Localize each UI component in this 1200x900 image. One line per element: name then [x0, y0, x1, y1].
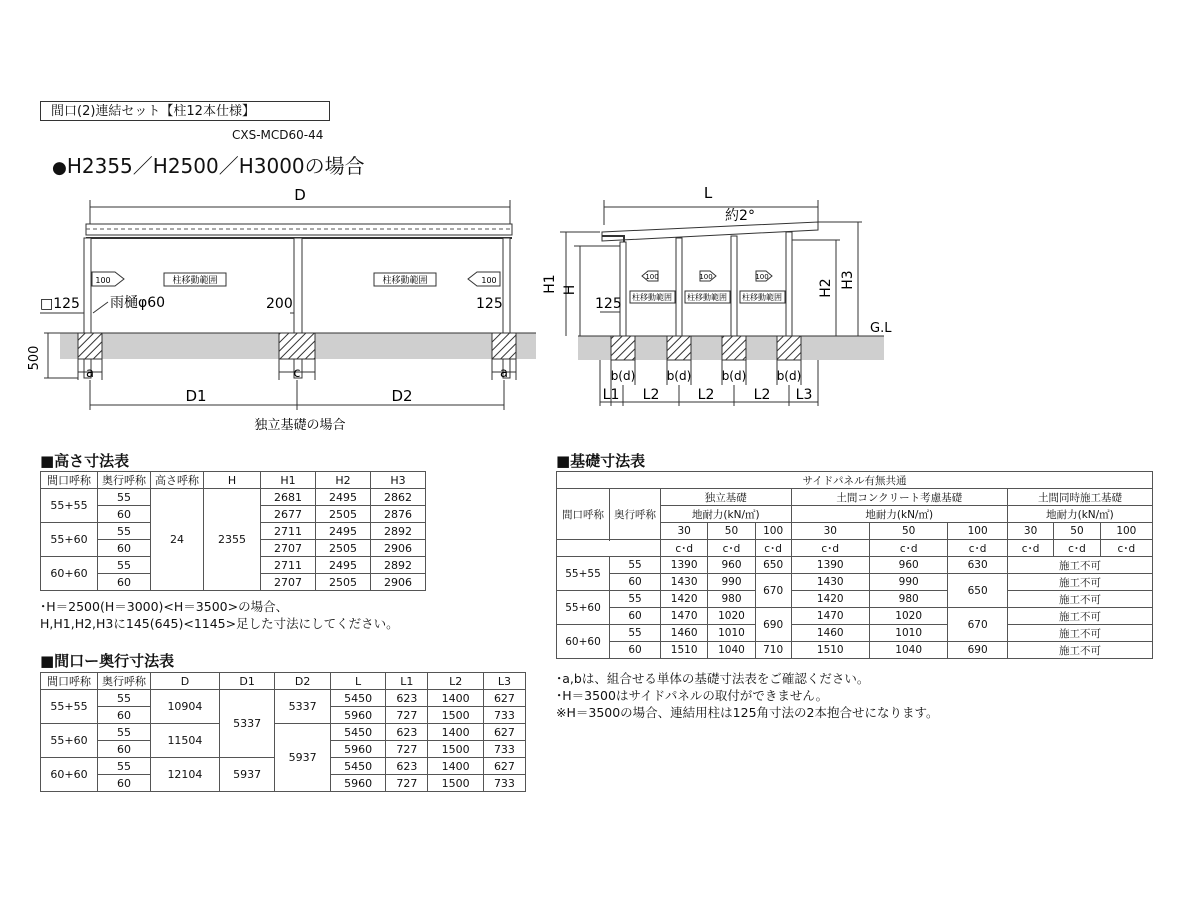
table-cell: 地耐力(kN/㎡) — [661, 506, 792, 523]
table-cell: 1010 — [708, 625, 755, 642]
table-cell: 12104 — [151, 758, 220, 792]
table-cell: 2892 — [371, 523, 426, 540]
table-cell: 733 — [483, 707, 525, 724]
table-cell: 地耐力(kN/㎡) — [1007, 506, 1152, 523]
table-cell: 627 — [483, 758, 525, 775]
table-cell: 55 — [98, 758, 151, 775]
table-cell: 奥行呼称 — [98, 472, 151, 489]
table-cell: 施工不可 — [1007, 608, 1152, 625]
table-cell: 2677 — [261, 506, 316, 523]
table-cell: 30 — [1007, 523, 1053, 540]
dim-d-label: D — [294, 186, 306, 204]
table-header-row — [41, 472, 426, 489]
table-cell: c･d — [869, 540, 947, 557]
table-cell: 施工不可 — [1007, 591, 1152, 608]
table-cell: 60+60 — [41, 758, 98, 792]
table-cell: 5937 — [275, 724, 330, 792]
table-cell: 1400 — [428, 758, 483, 775]
table-row — [557, 625, 1153, 642]
table-cell: 1460 — [661, 625, 708, 642]
table-cell: 727 — [386, 775, 428, 792]
table-cell: 2505 — [316, 540, 371, 557]
table-cell: D — [151, 673, 220, 690]
dim-bd-label: b(d) — [610, 369, 636, 383]
table-cell: L2 — [428, 673, 483, 690]
table-cell: 55 — [98, 724, 151, 741]
table-cell: 60 — [98, 540, 151, 557]
table-cell: 高さ呼称 — [151, 472, 204, 489]
table-cell: 5337 — [275, 690, 330, 724]
table-cell: 627 — [483, 690, 525, 707]
table-cell: 1400 — [428, 724, 483, 741]
table-cell: 670 — [755, 574, 791, 608]
table-cell: 733 — [483, 741, 525, 758]
post-range-label: 柱移動範囲 — [172, 276, 218, 286]
table-cell: 60 — [98, 741, 151, 758]
table-cell: 1420 — [661, 591, 708, 608]
dim-h3-label: H3 — [840, 270, 856, 290]
ground-line-label: G.L — [870, 321, 892, 336]
dim-l-label: L — [703, 184, 713, 202]
table-cell: 55 — [610, 625, 661, 642]
table-cell: 地耐力(kN/㎡) — [791, 506, 1007, 523]
table-cell: 間口呼称 — [557, 489, 610, 540]
table-cell: H1 — [261, 472, 316, 489]
dim-bd-label: b(d) — [666, 369, 692, 383]
table-cell: 727 — [386, 741, 428, 758]
set-title-box: 間口(2)連結セット【柱12本仕様】 — [40, 101, 330, 121]
table-cell: 55+55 — [41, 489, 98, 523]
span-depth-table — [40, 672, 526, 792]
table-cell: 2707 — [261, 540, 316, 557]
table-cell: 1400 — [428, 690, 483, 707]
table-cell: 55 — [98, 489, 151, 506]
table-header-row — [557, 540, 1153, 557]
base-table-title: ■基礎寸法表 — [556, 452, 646, 470]
table-cell: 1430 — [661, 574, 708, 591]
table-cell: 650 — [948, 574, 1008, 608]
table-cell: 1390 — [661, 557, 708, 574]
table-cell: 1500 — [428, 775, 483, 792]
table-cell: 50 — [708, 523, 755, 540]
table-cell: 2495 — [316, 489, 371, 506]
table-cell: 710 — [755, 642, 791, 659]
diagram-heading: ●H2355／H2500／H3000の場合 — [52, 154, 365, 178]
table-cell: 623 — [386, 690, 428, 707]
table-cell: c･d — [791, 540, 869, 557]
table-cell: 55 — [610, 591, 661, 608]
table-cell: c･d — [1054, 540, 1100, 557]
table-header-row — [557, 489, 1153, 506]
table-cell: 5960 — [330, 707, 385, 724]
table-cell: 5960 — [330, 741, 385, 758]
table-cell: 100 — [1100, 523, 1152, 540]
table-cell: D2 — [275, 673, 330, 690]
table-cell: 2906 — [371, 540, 426, 557]
table-cell — [557, 540, 661, 557]
front-elevation-diagram — [0, 180, 560, 440]
arrow-100-label: 100 — [95, 276, 111, 285]
side-elevation-diagram — [540, 180, 900, 420]
table-cell: H3 — [371, 472, 426, 489]
table-cell: 55+60 — [557, 591, 610, 625]
table-cell: c･d — [948, 540, 1008, 557]
dim-l2-label: L2 — [697, 387, 715, 403]
table-cell: 5450 — [330, 724, 385, 741]
table-cell: 11504 — [151, 724, 220, 758]
table-cell: 1010 — [869, 625, 947, 642]
table-cell: 100 — [755, 523, 791, 540]
table-cell: 土間コンクリート考慮基礎 — [791, 489, 1007, 506]
table-cell: 2355 — [204, 489, 261, 591]
table-cell: 60 — [610, 608, 661, 625]
table-cell: 間口呼称 — [41, 472, 98, 489]
dim-bd-label: b(d) — [721, 369, 747, 383]
table-cell: 1420 — [791, 591, 869, 608]
table-cell: 10904 — [151, 690, 220, 724]
table-cell: 50 — [1054, 523, 1100, 540]
table-cell: 60+60 — [557, 625, 610, 659]
table-cell: c･d — [755, 540, 791, 557]
table-cell: 55+55 — [41, 690, 98, 724]
table-cell: 630 — [948, 557, 1008, 574]
table-cell: 980 — [708, 591, 755, 608]
table-header-row — [41, 673, 526, 690]
table-cell: 60 — [98, 574, 151, 591]
table-row — [41, 690, 526, 707]
table-cell: D1 — [219, 673, 274, 690]
table-cell: c･d — [1007, 540, 1053, 557]
height-table-title: ■高さ寸法表 — [40, 452, 130, 470]
dim-l2-label: L2 — [642, 387, 660, 403]
table-cell: 2505 — [316, 506, 371, 523]
dim-l2-label: L2 — [753, 387, 771, 403]
model-code: CXS-MCD60-44 — [232, 128, 324, 142]
foundation-table — [556, 471, 1153, 659]
table-cell: 990 — [708, 574, 755, 591]
table-cell: 30 — [791, 523, 869, 540]
height-table-notes: ･H＝2500(H＝3000)<H＝3500>の場合、 H,H1,H2,H3に145(645)<1145>足した寸法にしてください。 — [40, 599, 399, 631]
table-cell: 623 — [386, 724, 428, 741]
table-cell: L1 — [386, 673, 428, 690]
table-cell: 1470 — [791, 608, 869, 625]
table-row — [557, 608, 1153, 625]
table-cell: 670 — [948, 608, 1008, 642]
table-cell: 1510 — [661, 642, 708, 659]
table-cell: 960 — [869, 557, 947, 574]
table-cell: 100 — [948, 523, 1008, 540]
table-row — [41, 489, 426, 506]
arrow-100-label: 100 — [755, 273, 769, 281]
table-row — [557, 557, 1153, 574]
arrow-100-label: 100 — [481, 276, 497, 285]
table-cell: 980 — [869, 591, 947, 608]
foundation-depth-label: 500 — [27, 345, 42, 371]
table-cell: c･d — [708, 540, 755, 557]
table-cell: 施工不可 — [1007, 625, 1152, 642]
dim-l1-label: L1 — [602, 387, 620, 403]
table-cell: 奥行呼称 — [98, 673, 151, 690]
table-cell: 60 — [610, 574, 661, 591]
post-range-label: 柱移動範囲 — [742, 293, 782, 302]
table-cell: 2876 — [371, 506, 426, 523]
arrow-100-label: 100 — [645, 273, 659, 281]
post-200-label: 200 — [266, 296, 293, 312]
dim-h2-label: H2 — [818, 278, 834, 298]
span-table-title: ■間口ー奥行寸法表 — [40, 652, 175, 670]
table-cell: 690 — [948, 642, 1008, 659]
dim-d1-label: D1 — [185, 387, 207, 405]
table-cell: 1040 — [708, 642, 755, 659]
table-cell: L — [330, 673, 385, 690]
table-cell: 60+60 — [41, 557, 98, 591]
table-cell: 1390 — [791, 557, 869, 574]
table-cell: 733 — [483, 775, 525, 792]
table-cell: 5450 — [330, 758, 385, 775]
table-cell: 55 — [98, 557, 151, 574]
table-cell: 990 — [869, 574, 947, 591]
dim-bd-label: b(d) — [776, 369, 802, 383]
post-125-right-label: 125 — [476, 296, 503, 312]
dim-l3-label: L3 — [795, 387, 813, 403]
table-cell: 623 — [386, 758, 428, 775]
post-125-label: □125 — [40, 296, 80, 312]
table-cell: 2681 — [261, 489, 316, 506]
table-row — [557, 591, 1153, 608]
table-cell: 1430 — [791, 574, 869, 591]
table-cell: 2495 — [316, 523, 371, 540]
dim-a-label: a — [500, 366, 508, 381]
table-cell: 1470 — [661, 608, 708, 625]
table-cell: 24 — [151, 489, 204, 591]
table-cell: 2892 — [371, 557, 426, 574]
table-cell: H — [204, 472, 261, 489]
table-cell: 55+55 — [557, 557, 610, 591]
table-cell: サイドパネル有無共通 — [557, 472, 1153, 489]
table-cell: 1500 — [428, 707, 483, 724]
table-cell: 2707 — [261, 574, 316, 591]
table-cell: 960 — [708, 557, 755, 574]
table-cell: 2862 — [371, 489, 426, 506]
table-cell: 奥行呼称 — [610, 489, 661, 540]
table-cell: 独立基礎 — [661, 489, 792, 506]
table-cell: 1040 — [869, 642, 947, 659]
slope-label: 約2° — [725, 208, 755, 224]
table-cell: L3 — [483, 673, 525, 690]
table-cell: 627 — [483, 724, 525, 741]
dim-h-label: H — [562, 284, 578, 296]
table-cell: c･d — [1100, 540, 1152, 557]
table-cell: 1460 — [791, 625, 869, 642]
table-cell: 60 — [98, 775, 151, 792]
table-cell: 1020 — [708, 608, 755, 625]
table-cell: 650 — [755, 557, 791, 574]
table-cell: H2 — [316, 472, 371, 489]
table-cell: 1500 — [428, 741, 483, 758]
table-cell: 2711 — [261, 523, 316, 540]
table-cell: 30 — [661, 523, 708, 540]
table-cell: 2495 — [316, 557, 371, 574]
base-table-notes: ･a,bは、組合せる単体の基礎寸法表をご確認ください。 ･H＝3500はサイドパネルの取付ができません。 ※H＝3500の場合、連結用柱は125角寸法の2本抱合せになります。 — [556, 671, 939, 720]
gutter-label: 雨樋φ60 — [110, 295, 166, 311]
table-cell: 5450 — [330, 690, 385, 707]
table-row — [557, 642, 1153, 659]
table-cell: 60 — [98, 707, 151, 724]
table-row — [41, 724, 526, 741]
post-range-label: 柱移動範囲 — [382, 276, 428, 286]
table-cell: 施工不可 — [1007, 574, 1152, 591]
table-cell: 施工不可 — [1007, 642, 1152, 659]
table-cell: 690 — [755, 608, 791, 642]
table-cell: 1020 — [869, 608, 947, 625]
table-cell: 2906 — [371, 574, 426, 591]
dim-h1-label: H1 — [542, 274, 558, 294]
table-cell: 1510 — [791, 642, 869, 659]
table-cell: 55 — [98, 690, 151, 707]
table-cell: 727 — [386, 707, 428, 724]
dim-a-label: a — [86, 366, 94, 381]
table-header-row — [557, 472, 1153, 489]
table-cell: 55+60 — [41, 724, 98, 758]
table-cell: 土間同時施工基礎 — [1007, 489, 1152, 506]
post-range-label: 柱移動範囲 — [632, 293, 672, 302]
table-cell: 2505 — [316, 574, 371, 591]
arrow-100-label: 100 — [699, 273, 713, 281]
dim-d2-label: D2 — [391, 387, 413, 405]
table-cell: 55 — [610, 557, 661, 574]
table-cell: 55+60 — [41, 523, 98, 557]
diagram-caption: 独立基礎の場合 — [254, 418, 346, 433]
table-cell: 2711 — [261, 557, 316, 574]
table-cell: 60 — [98, 506, 151, 523]
table-cell: 間口呼称 — [41, 673, 98, 690]
post-125-label: 125 — [595, 296, 622, 312]
table-cell: 施工不可 — [1007, 557, 1152, 574]
height-table — [40, 471, 426, 591]
table-cell: 55 — [98, 523, 151, 540]
table-cell: 60 — [610, 642, 661, 659]
dim-c-label: c — [293, 366, 301, 381]
table-cell: 5937 — [219, 758, 274, 792]
table-cell: c･d — [661, 540, 708, 557]
table-cell: 5337 — [219, 690, 274, 758]
table-cell: 5960 — [330, 775, 385, 792]
post-range-label: 柱移動範囲 — [687, 293, 727, 302]
table-cell: 50 — [869, 523, 947, 540]
table-row — [557, 574, 1153, 591]
